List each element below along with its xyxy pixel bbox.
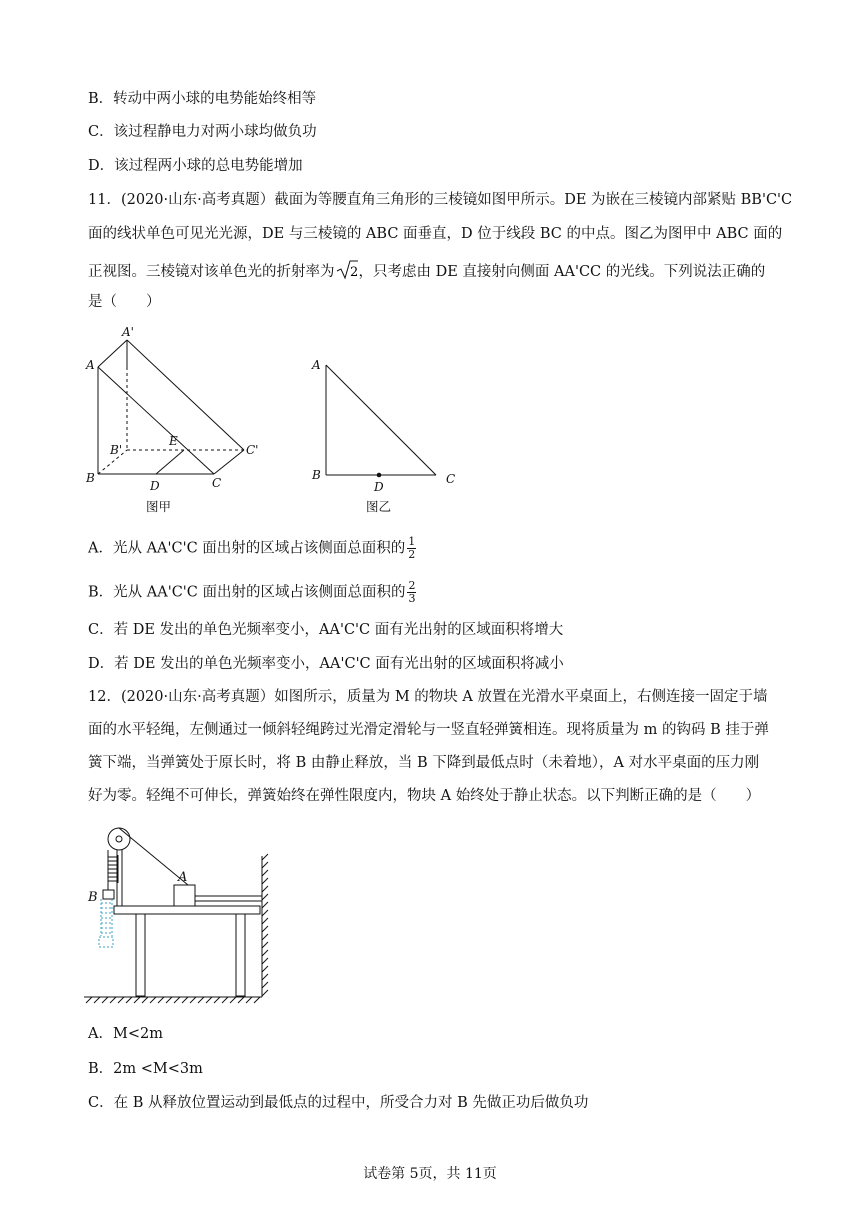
q11-option-b-text: B．光从 AA'C'C 面出射的区域占该侧面总面积的 (88, 584, 406, 601)
fig1-caption: 图甲 (146, 499, 172, 514)
fig1-label-b-prime: B' (110, 443, 123, 457)
q12-option-b: B．2m <M<3m (88, 1061, 203, 1077)
q11-option-a-text: A．光从 AA'C'C 面出射的区域占该侧面总面积的 (88, 540, 406, 557)
q12-stem-line4: 好为零。轻绳不可伸长，弹簧始终在弹性限度内，物块 A 始终处于静止状态。以下判断正确的是（ ） (88, 788, 761, 804)
fig1-label-a-prime: A' (122, 325, 134, 339)
fig1-label-c: C (212, 476, 222, 490)
q10-option-b: B．转动中两小球的电势能始终相等 (88, 91, 317, 107)
q12-option-c: C．在 B 从释放位置运动到最低点的过程中，所受合力对 B 先做正功后做负功 (88, 1095, 589, 1111)
fig1-label-e: E (169, 434, 178, 448)
fig2-label-d: D (374, 480, 384, 494)
point-d (377, 473, 382, 478)
q12-stem-line1: 12．(2020·山东·高考真题）如图所示，质量为 M 的物块 A 放置在光滑水平桌面上，右侧连接一固定于墙 (88, 689, 768, 705)
fig3-label-b: B (88, 890, 98, 905)
fig2-caption: 图乙 (366, 499, 392, 514)
q10-option-c: C．该过程静电力对两小球均做负功 (88, 124, 317, 140)
prism-figure-yi (306, 345, 476, 525)
q10-option-d: D．该过程两小球的总电势能增加 (88, 158, 303, 174)
q12-stem-line2: 面的水平轻绳，左侧通过一倾斜轻绳跨过光滑定滑轮与一竖直轻弹簧相连。现将质量为 m 的钩码 B 挂于弹 (88, 722, 769, 738)
q11-stem-line3-a: 正视图。三棱镜对该单色光的折射率为 (88, 264, 335, 280)
q11-option-d: D．若 DE 发出的单色光频率变小，AA'C'C 面有光出射的区域面积将减小 (88, 656, 564, 672)
q11-stem-line3 (88, 259, 765, 282)
sqrt-value: 2 (349, 265, 358, 280)
q11-option-a (88, 536, 416, 561)
q12-stem-line3: 簧下端，当弹簧处于原长时，将 B 由静止释放，当 B 下降到最低点时（未着地），A 对水平桌面的压力刚 (88, 755, 760, 771)
q11-stem-line3-b: ，只考虑由 DE 直接射向侧面 AA'CC 的光线。下列说法正确的 (358, 264, 766, 280)
q11-stem-line2: 面的线状单色可见光光源，DE 与三棱镜的 ABC 面垂直，D 位于线段 BC 的中点。图乙为图甲中 ABC 面的 (88, 226, 783, 242)
fraction-two-thirds: $\frac{2}{3}$ (408, 579, 416, 605)
extended-spring-dashed (99, 899, 113, 947)
fig1-label-b: B (86, 471, 95, 485)
fig2-label-b: B (312, 468, 321, 482)
q11-stem-line1: 11．(2020·山东·高考真题）截面为等腰直角三角形的三棱镜如图甲所示。DE 为嵌在三棱镜内部紧贴 BB'C'C (88, 192, 793, 208)
fig1-label-a: A (86, 358, 95, 372)
q11-option-c: C．若 DE 发出的单色光频率变小，AA'C'C 面有光出射的区域面积将增大 (88, 622, 564, 638)
page-footer: 试卷第 5页，共 11页 (363, 1166, 497, 1182)
q12-option-a: A．M<2m (88, 1026, 163, 1042)
fig2-label-c: C (446, 472, 456, 486)
sqrt-symbol (335, 259, 359, 282)
pulley-icon (108, 828, 130, 850)
fig2-label-a: A (312, 358, 321, 372)
q11-stem-line4: 是（ ） (88, 294, 161, 310)
fig3-label-a: A (178, 870, 188, 885)
q11-option-b (88, 580, 416, 605)
fig1-label-c-prime: C' (246, 443, 259, 457)
fraction-one-half: $\frac{1}{2}$ (408, 535, 416, 561)
pulley-spring-figure (82, 822, 282, 1007)
fig1-label-d: D (150, 479, 160, 493)
prism-figure-jia (82, 322, 282, 522)
